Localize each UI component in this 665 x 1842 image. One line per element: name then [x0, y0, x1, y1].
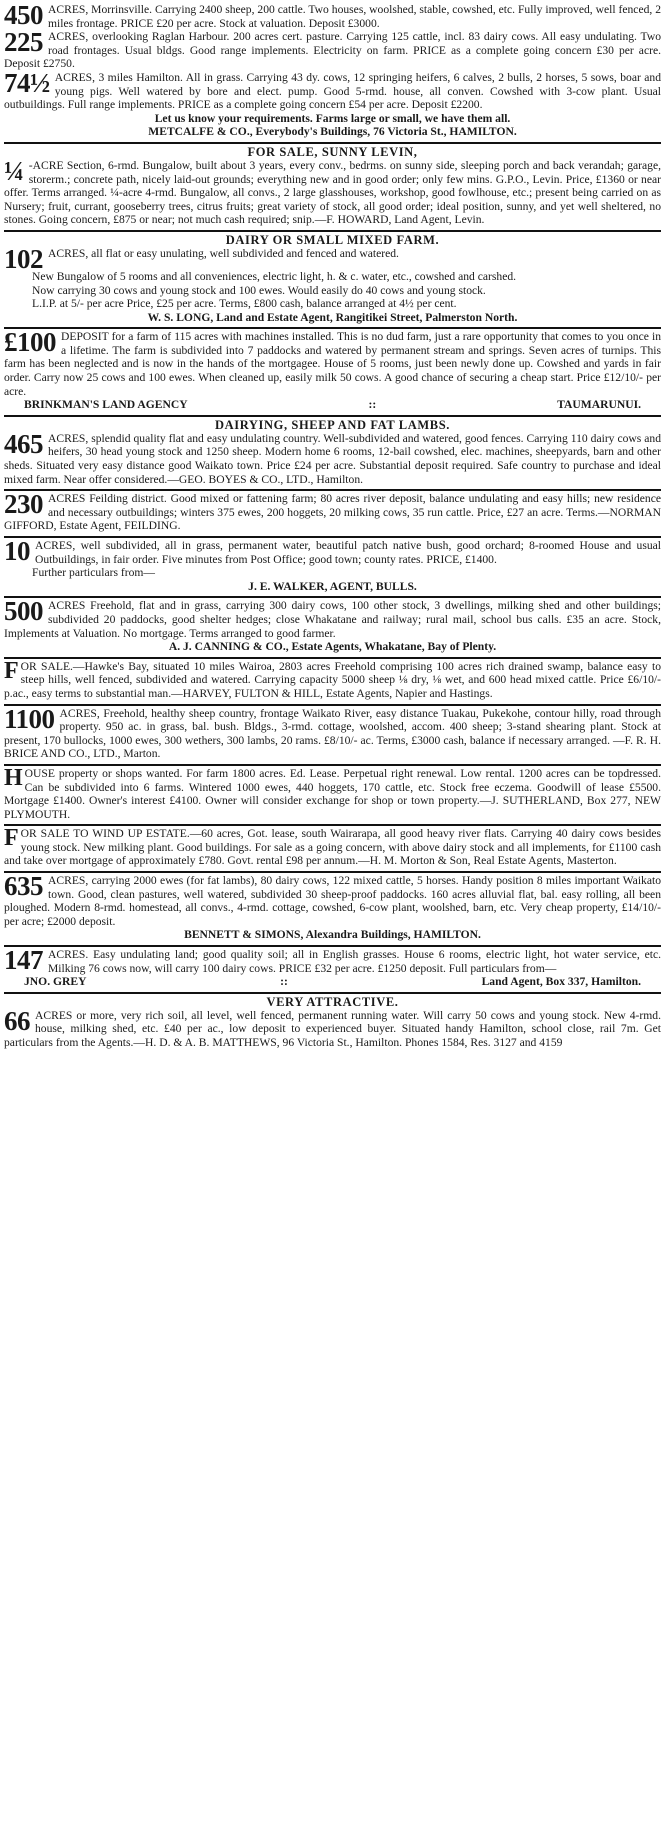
acreage-number: 147	[4, 945, 43, 976]
ad-brice	[4, 703, 661, 766]
ad-footer: BENNETT & SIMONS, Alexandra Buildings, HAMILTON.	[184, 928, 481, 942]
ad-footer: METCALFE & CO., Everybody's Buildings, 76 Victoria St., HAMILTON.	[148, 125, 517, 139]
ad-walker	[4, 538, 661, 598]
ad-footer	[4, 975, 661, 989]
acreage-number: 450	[4, 0, 43, 30]
ad-entry	[4, 27, 661, 71]
agency-name: BRINKMAN'S LAND AGENCY	[24, 398, 188, 412]
ad-text: ACRES, well subdivided, all in grass, permanent water, beautiful patch native bush, good orchard; 8-roomed House and usual Outbuildings, in fair order. Five minutes from Post Office; good town; county rates. PRICE, £1400.	[35, 539, 661, 566]
ad-body	[4, 155, 661, 227]
drop-cap: H	[4, 764, 23, 791]
ad-matthews	[4, 994, 661, 1053]
acreage-number: 500	[4, 596, 43, 627]
ad-text: OR SALE TO WIND UP ESTATE.—60 acres, Got. lease, south Wairarapa, all good heavy river flats. Carrying 40 dairy cows besides young stock. New milking plant. Good buildings. For sale as a going concern, with above dairy stock and all implements, for £1100 cash and take over mortgage of approximately £780. Govt. rental £98 per annum.—H. M. Morton & Son, Real Estate Agents, Masterton.	[4, 827, 661, 868]
ad-further: Further particulars from—	[32, 566, 155, 580]
acreage-number: 74½	[4, 67, 50, 98]
acreage-number: 10	[4, 536, 30, 566]
ad-text: DEPOSIT for a farm of 115 acres with machines installed. This is no dud farm, just a rare opportunity that comes to you once in a lifetime. The farm is subdivided into 7 paddocks and watered by permanent stream and springs. Seven acres of turnips. This farm has been neglected and is now in the hands of the mortgagee. House of 5 rooms, just been newly done up. Cowshed and yards in fair order. Carry now 25 cows and 100 ewes. When cleaned up, easily milk 50 cows. A good chance of securing a cheap start. Price £12/10/- per acre.	[4, 330, 661, 398]
ad-morton	[4, 826, 661, 873]
acreage-number: 66	[4, 1005, 30, 1036]
acreage-number: 230	[4, 489, 43, 520]
ad-brinkman	[4, 329, 661, 417]
ad-footer	[4, 398, 661, 412]
ad-grey	[4, 947, 661, 994]
ad-heading: DAIRY OR SMALL MIXED FARM.	[225, 232, 440, 247]
agency-town: TAUMARUNUI.	[557, 398, 641, 412]
ad-metcalfe	[4, 2, 661, 144]
ad-footer: A. J. CANNING & CO., Estate Agents, Whakatane, Bay of Plenty.	[168, 640, 497, 654]
agent-address: Land Agent, Box 337, Hamilton.	[481, 975, 641, 989]
agent-name: JNO. GREY	[24, 975, 87, 989]
ad-heading: DAIRYING, SHEEP AND FAT LAMBS.	[215, 417, 450, 432]
ad-body	[4, 764, 661, 821]
ad-gifford	[4, 491, 661, 538]
ad-body	[4, 657, 661, 701]
ad-entry	[4, 67, 661, 112]
ad-heading: FOR SALE, SUNNY LEVIN,	[247, 144, 418, 159]
ad-dairy-mixed	[4, 232, 661, 329]
ad-line: Now carrying 30 cows and young stock and 100 ewes. Would easily do 40 cows and young stock.	[32, 283, 486, 297]
acreage-number: 225	[4, 27, 43, 58]
acreage-number: 465	[4, 428, 43, 459]
ad-text: OR SALE.—Hawke's Bay, situated 10 miles Wairoa, 2803 acres Freehold comprising 100 acres rich drained swamp, balance easy to steep hills, well fenced, subdivided and watered. Carrying capacity 5000 sheep ⅛ dry, ⅛ wet, and 600 head mixed cattle. Price £6/10/- p.ac., easy terms to substantial man.—HARVEY, FULTON & HILL, Estate Agents, Napier and Hastings.	[4, 659, 661, 700]
ad-harvey	[4, 659, 661, 706]
ad-canning	[4, 598, 661, 658]
ad-entry	[4, 0, 661, 30]
drop-cap: F	[4, 657, 19, 684]
ad-line: New Bungalow of 5 rooms and all conveniences, electric light, h. & c. water, etc., cowshed and carshed.	[32, 269, 517, 283]
ad-footer: W. S. LONG, Land and Estate Agent, Rangitikei Street, Palmerston North.	[147, 310, 518, 324]
ad-footer: J. E. WALKER, AGENT, BULLS.	[248, 579, 417, 593]
ad-text: ACRES Feilding district. Good mixed or fattening farm; 80 acres river deposit, balance undulating and easy hills; new residence and necessary outbuildings; winters 375 ewes, 200 hoggets, 20 milking cows, 35 run cattle. Price, £27 an acre. Terms.—NORMAN GIFFORD, Estate Agent, FEILDING.	[4, 492, 661, 533]
ad-levin	[4, 144, 661, 232]
ad-body	[4, 596, 661, 640]
deposit-amount: £100	[4, 327, 56, 358]
ad-body	[4, 945, 661, 976]
ad-text: OUSE property or shops wanted. For farm 1800 acres. Ed. Lease. Perpetual right renewal. Low rental. 1200 acres can be topdressed. Can be subdivided into 6 farms. Wintered 1000 ewes, 440 hoggets, 170 cattle, etc. Stock free eczema. Goodwill of lease £5500. Mortgage £1400. Owner's interest £4100. Owner will consider exchange for shop or town property.—J. SUTHERLAND, Box 277, NEW PLYMOUTH.	[4, 766, 661, 821]
ad-text: ACRES, Morrinsville. Carrying 2400 sheep, 200 cattle. Two houses, woolshed, stable, cowshed, etc. Fully improved, well fenced, 2 miles frontage. PRICE £20 per acre. Stock at valuation. Deposit £3000.	[48, 3, 661, 30]
ad-text: ACRES, splendid quality flat and easy undulating country. Well-subdivided and watered, good fences. Carrying 110 dairy cows and heifers, 30 head young stock and 1250 sheep. Modern home 6 rooms, 12-bail cowshed, elec. machines, sheepyards, barn and other sheds. Situated very easy distance good Waikato town. Price £24 per acre. Substantial deposit required. Safe country to purchase and ideal mixed farm. Near offer considered.—GEO. BOYES & CO., LTD., Hamilton.	[4, 431, 661, 486]
ad-body	[4, 327, 661, 398]
ad-body	[4, 536, 661, 566]
ad-body	[4, 1005, 661, 1050]
ad-text: ACRES Freehold, flat and in grass, carrying 300 dairy cows, 100 other stock, 3 dwellings, milking shed and other buildings; subdivided 20 paddocks, good shelter hedges; close Whakatane and railway; rural mail, school bus calls. £35 an acre. Stock, Implements at Valuation. No mortgage. Terms arranged to good farmer.	[4, 599, 661, 640]
ad-text: ACRES, 3 miles Hamilton. All in grass. Carrying 43 dy. cows, 12 springing heifers, 6 calves, 2 bulls, 2 horses, 5 sows, boar and young pigs. Well watered by bore and elect. pump. Good 5-rmd. house, all conven. Cowshed with 3-cow plant. Usual outbuildings. Full range implements. PRICE as a complete going concern £54 per acre. Deposit £2200.	[4, 70, 661, 112]
ad-sutherland	[4, 766, 661, 826]
acreage-number: 1100	[4, 703, 55, 734]
ad-body	[4, 243, 661, 274]
ad-line: L.I.P. at 5/- per acre Price, £25 per acre. Terms, £800 cash, balance arranged at 4½ per cent.	[32, 297, 457, 311]
ad-body	[4, 428, 661, 486]
separator: ::	[280, 975, 288, 989]
ad-heading: VERY ATTRACTIVE.	[266, 994, 399, 1009]
ad-text: ACRES, overlooking Raglan Harbour. 200 acres cert. pasture. Carrying 125 cattle, incl. 83 dairy cows. All easy undulating. Two road frontages. Usual bldgs. Good range implements. Electricity on farm. PRICE as a complete going concern £30 per acre. Deposit £2750.	[4, 30, 661, 71]
ad-text: ACRES, carrying 2000 ewes (for fat lambs), 80 dairy cows, 122 mixed cattle, 5 horses. Handy position 8 miles important Waikato town. Good, clean pastures, well watered, subdivided 30 sheep-proof paddocks. 160 acres alluvial flat, bal. easy rolling, all been ploughed. Modern 8-rmd. homestead, all convs., 4-rmd. cottage, cowshed, 6-cow plant, woolshed, barn, etc. Very cheap property, £14/10/- per acre; £2000 deposit.	[4, 874, 661, 928]
drop-cap: F	[4, 825, 19, 852]
acreage-number: 635	[4, 871, 43, 902]
ad-bennett	[4, 873, 661, 947]
ad-closing: Let us know your requirements. Farms large or small, we have them all.	[154, 111, 511, 125]
ad-text: -ACRE Section, 6-rmd. Bungalow, built about 3 years, every conv., bedrms. on sunny side, sleeping porch and back verandah; garage, storerm.; concrete path, nicely laid-out grounds; everything new and in good order; only few mins. G.P.O., Levin. Price, £1360 or near offer. Terms arranged. ¼-acre 4-rmd. Bungalow, all convs., 2 large glasshouses, workshop, good fowlhouse, etc.; present being carried on as Nursery; fruit, currant, gooseberry trees, citrus fruits; great variety of stock, all good order; ideal position, sunny, and yet well sheltered, no stones. Going concern, £875 or near; not much cash required; snip.—F. HOWARD, Land Agent, Levin.	[4, 158, 661, 227]
ad-text: ACRES, all flat or easy unulating, well subdivided and fenced and watered.	[48, 246, 399, 260]
ad-body	[4, 871, 661, 928]
separator: ::	[368, 398, 377, 412]
acreage-number: ¼	[4, 155, 24, 186]
ad-text: ACRES, Freehold, healthy sheep country, frontage Waikato River, easy distance Tuakau, Pukekohe, contour hilly, road through property. 950 ac. in grass, bal. bush. Bldgs., 3-rmd. cottage, woolshed, accom. 400 sheep; 3-stand shearing plant. Stock at present, 170 bullocks, 1000 ewes, 300 wethers, 300 lambs, 20 rams. £8/10/- ac. Terms, £3000 cash, balance if necessary arranged. —F. R. H. BRICE AND CO., LTD., Marton.	[4, 706, 661, 761]
ad-body	[4, 703, 661, 761]
ad-text: ACRES. Easy undulating land; good quality soil; all in English grasses. House 6 rooms, electric light, hot water service, etc. Milking 76 cows now, will carry 100 dairy cows. PRICE £32 per acre. £1250 deposit. Full particulars from—	[48, 948, 661, 975]
ad-text: ACRES or more, very rich soil, all level, well fenced, permanent running water. Will carry 50 cows and young stock. New 4-rmd. house, milking shed, etc. £40 per ac., low deposit to experienced buyer. Situated handy Hamilton, school close, rail 7m. Get particulars from the Agents.—H. D. & A. B. MATTHEWS, 96 Victoria St., Hamilton. Phones 1584, Res. 3127 and 4159	[4, 1008, 661, 1049]
ad-body	[4, 827, 661, 868]
ad-boyes	[4, 417, 661, 491]
acreage-number: 102	[4, 243, 43, 274]
ad-body	[4, 489, 661, 533]
